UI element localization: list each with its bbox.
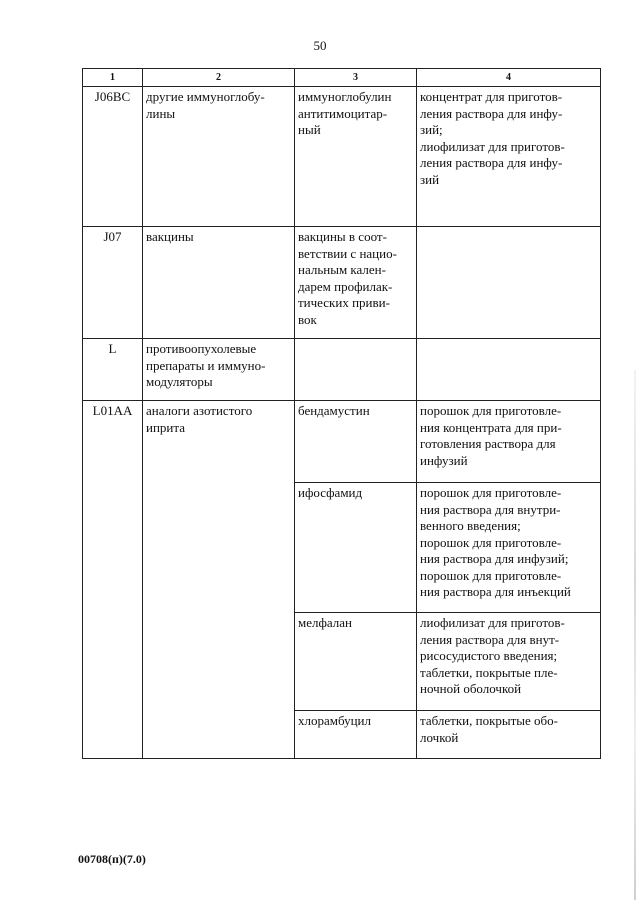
page-number: 50 [313, 38, 327, 53]
dosage-form: таблетки, покрытые обо- лочкой [417, 711, 601, 759]
column-header-1: 1 [83, 69, 143, 87]
dosage-form [417, 227, 601, 339]
header-row [83, 69, 601, 87]
atc-code: L01AA [83, 401, 143, 759]
dosage-form: концентрат для приготов- ления раствора для инфу- зий; лиофилизат для приготов- ления раствора для инфу- зий [417, 87, 601, 227]
atc-code: J07 [83, 227, 143, 339]
atc-code: J06BC [83, 87, 143, 227]
substance-name: мелфалан [295, 613, 417, 711]
dosage-form: лиофилизат для приготов- ления раствора для внут- рисосудистого введения; таблетки, покрытые пле- ночной оболочкой [417, 613, 601, 711]
drug-classification-table [82, 68, 601, 759]
dosage-form: порошок для приготовле- ния концентрата для при- готовления раствора для инфузий [417, 401, 601, 483]
substance-name: хлорамбуцил [295, 711, 417, 759]
group-name: другие иммуноглобу- лины [143, 87, 295, 227]
substance-name: вакцины в соот- ветствии с нацио- нальным кален- дарем профилак- тических приви- вок [295, 227, 417, 339]
substance-name: ифосфамид [295, 483, 417, 613]
scan-edge-mark [634, 370, 636, 900]
table-row-l01aa [83, 401, 601, 483]
table-row-l [83, 339, 601, 401]
table-row-j07 [83, 227, 601, 339]
substance-name: бендамустин [295, 401, 417, 483]
column-header-3: 3 [295, 69, 417, 87]
atc-code: L [83, 339, 143, 401]
group-name: аналоги азотистого иприта [143, 401, 295, 759]
substance-name: иммуноглобулин антитимоцитар- ный [295, 87, 417, 227]
dosage-form: порошок для приготовле- ния раствора для внутри- венного введения; порошок для приготовле- ния раствора для инфузий; порошок для приготовле- ния раствора для инъекций [417, 483, 601, 613]
substance-name [295, 339, 417, 401]
dosage-form [417, 339, 601, 401]
column-header-2: 2 [143, 69, 295, 87]
column-header-4: 4 [417, 69, 601, 87]
document-code: 00708(п)(7.0) [78, 852, 146, 866]
group-name: вакцины [143, 227, 295, 339]
table-row-j06bc [83, 87, 601, 227]
group-name: противоопухолевые препараты и иммуно- модуляторы [143, 339, 295, 401]
